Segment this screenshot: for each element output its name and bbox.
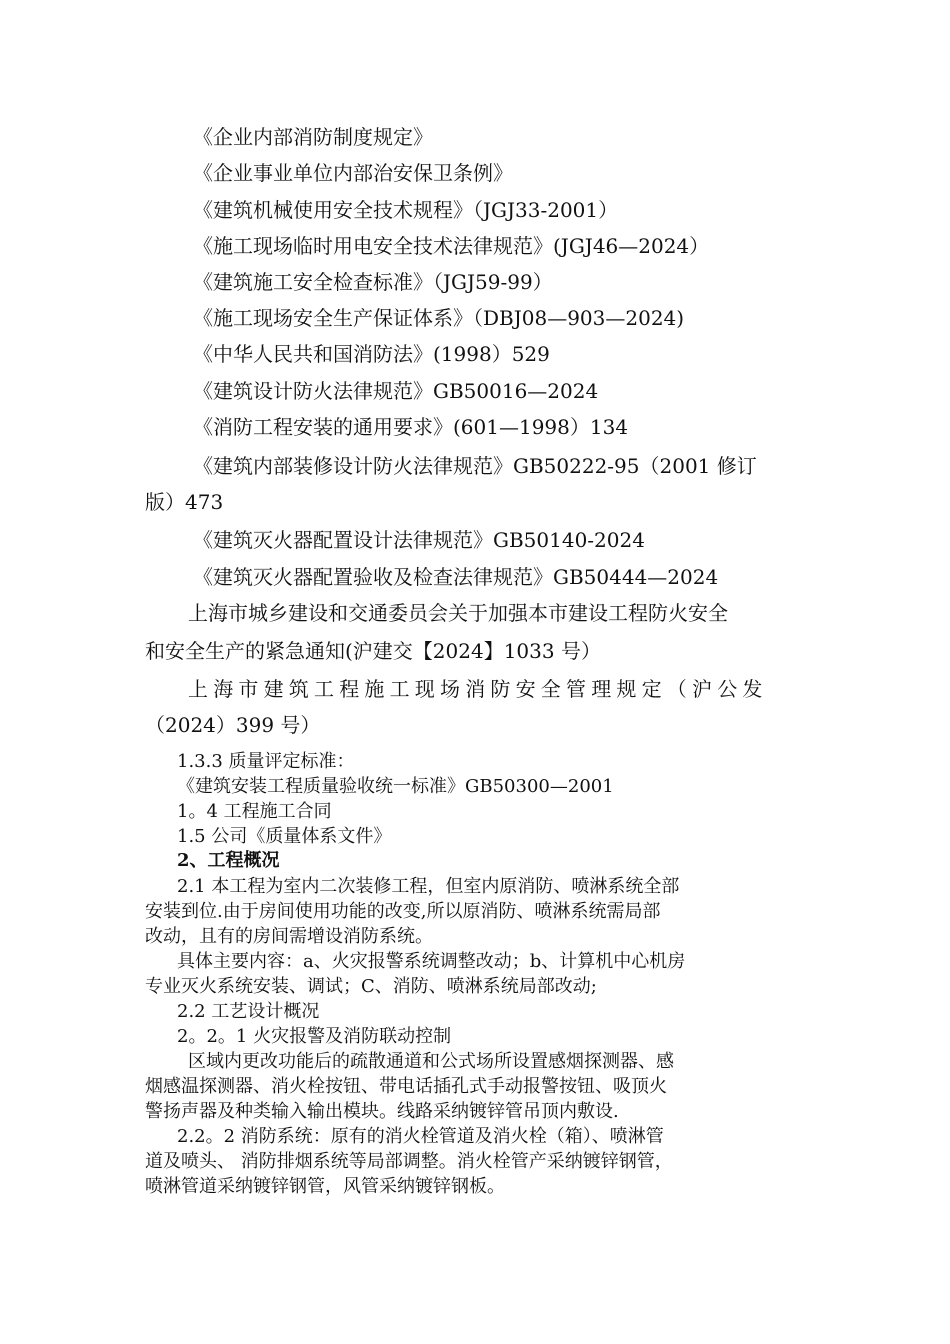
reference-item: 《建筑施工安全检查标准》（JGJ59-99） bbox=[193, 270, 553, 294]
section-2-line: 专业灭火系统安装、调试；C、消防、喷淋系统局部改动; bbox=[145, 976, 597, 997]
reference-item: 《建筑灭火器配置验收及检查法律规范》GB50444—2024 bbox=[193, 565, 719, 589]
section-2-line: 烟感温探测器、消火栓按钮、带电话插孔式手动报警按钮、吸顶火 bbox=[145, 1076, 667, 1097]
reference-item: 《消防工程安装的通用要求》(601—1998）134 bbox=[193, 415, 629, 439]
reference-item: 《建筑机械使用安全技术规程》（JGJ33-2001） bbox=[193, 198, 619, 222]
reference-item: 上海市城乡建设和交通委员会关于加强本市建设工程防火安全 bbox=[188, 601, 728, 625]
section-1-line: 1.5 公司《质量体系文件》 bbox=[177, 826, 392, 847]
reference-item: 《企业事业单位内部治安保卫条例》 bbox=[193, 161, 513, 185]
section-2-line: 道及喷头、 消防排烟系统等局部调整。消火栓管产采纳镀锌钢管， bbox=[145, 1151, 673, 1172]
reference-item: 上海市建筑工程施工现场消防安全管理规定（沪公发 bbox=[188, 677, 768, 701]
section-2-line: 2.2 工艺设计概况 bbox=[177, 1001, 320, 1022]
reference-item: 《施工现场临时用电安全技术法律规范》(JGJ46—2024） bbox=[193, 234, 710, 258]
section-1-line: 1.3.3 质量评定标准： bbox=[177, 751, 355, 772]
section-2-line: 安装到位.由于房间使用功能的改变,所以原消防、喷淋系统需局部 bbox=[145, 901, 661, 922]
reference-item: 《施工现场安全生产保证体系》（DBJ08—903—2024) bbox=[193, 306, 685, 330]
section-1-line: 《建筑安装工程质量验收统一标准》GB50300—2001 bbox=[177, 776, 614, 797]
reference-item-continued: 和安全生产的紧急通知(沪建交【2024】1033 号） bbox=[145, 639, 601, 663]
section-2-line: 2。2。1 火灾报警及消防联动控制 bbox=[177, 1026, 452, 1047]
section-1-line: 1。4 工程施工合同 bbox=[177, 801, 332, 822]
section-2-line: 喷淋管道采纳镀锌钢管，风管采纳镀锌钢板。 bbox=[145, 1176, 505, 1197]
section-2-line: 区域内更改功能后的疏散通道和公式场所设置感烟探测器、感 bbox=[188, 1051, 674, 1072]
section-2-line: 2.2。2 消防系统：原有的消火栓管道及消火栓（箱）、喷淋管 bbox=[177, 1126, 664, 1147]
reference-item: 《企业内部消防制度规定》 bbox=[193, 125, 433, 149]
section-2-heading: 2、工程概况 bbox=[177, 850, 280, 871]
reference-item-continued: （2024）399 号） bbox=[145, 713, 321, 737]
reference-item: 《建筑灭火器配置设计法律规范》GB50140-2024 bbox=[193, 528, 645, 552]
reference-item: 《中华人民共和国消防法》(1998）529 bbox=[193, 342, 550, 366]
reference-item: 《建筑内部装修设计防火法律规范》GB50222-95（2001 修订 bbox=[193, 454, 757, 478]
reference-item: 《建筑设计防火法律规范》GB50016—2024 bbox=[193, 379, 599, 403]
section-2-line: 具体主要内容：a、火灾报警系统调整改动；b、计算机中心机房 bbox=[177, 951, 686, 972]
section-2-line: 警扬声器及种类输入输出模块。线路采纳镀锌管吊顶内敷设. bbox=[145, 1101, 619, 1122]
section-2-line: 2.1 本工程为室内二次装修工程，但室内原消防、喷淋系统全部 bbox=[177, 876, 680, 897]
section-2-line: 改动，且有的房间需增设消防系统。 bbox=[145, 926, 433, 947]
reference-item-continued: 版）473 bbox=[145, 490, 224, 514]
